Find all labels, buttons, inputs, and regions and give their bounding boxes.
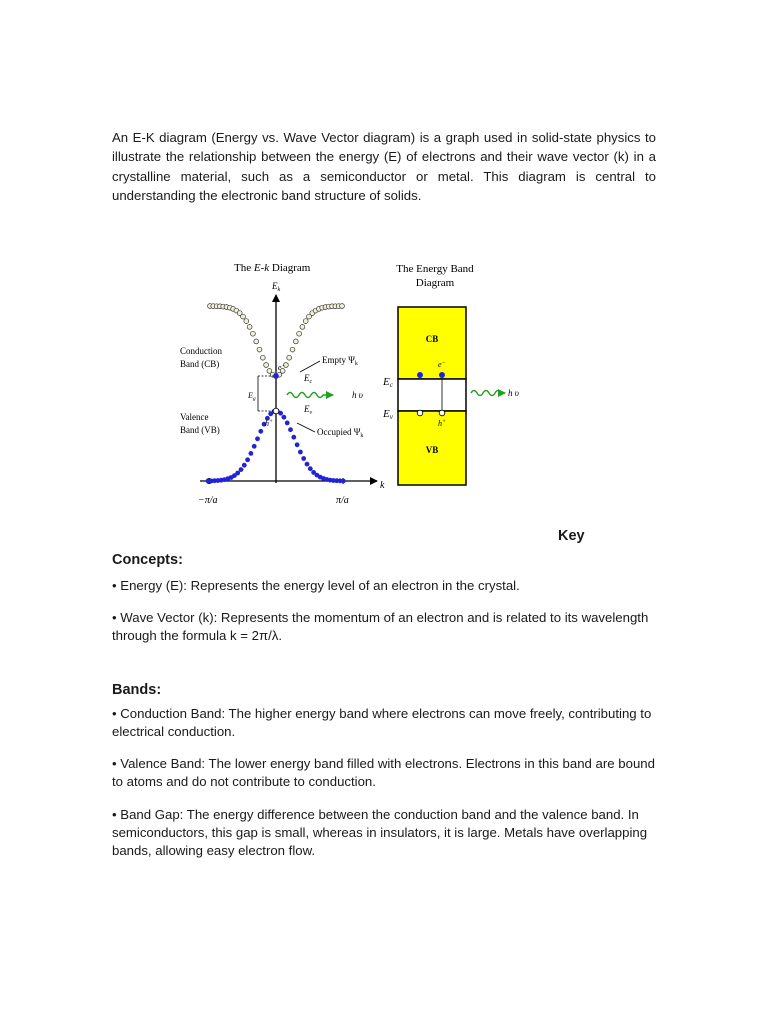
band-electron-1 bbox=[417, 372, 423, 378]
valence-state-dot bbox=[305, 462, 310, 467]
conduction-state-dot bbox=[290, 347, 295, 352]
valence-state-dot bbox=[249, 451, 254, 456]
ek-y-axis-label: $E_k$ bbox=[272, 281, 281, 293]
concept-energy: • Energy (E): Represents the energy level of an electron in the crystal. bbox=[112, 578, 520, 593]
ek-ec-label: $E_c$ bbox=[304, 373, 313, 385]
band-photon-wave bbox=[471, 391, 505, 396]
band-electron-2 bbox=[439, 372, 445, 378]
concept-wave-vector: • Wave Vector (k): Represents the momentum of an electron and is related to its wavelength through the formula k = 2π/λ. bbox=[112, 610, 649, 643]
band-photon-label: h υ bbox=[508, 388, 519, 398]
band-valence: • Valence Band: The lower energy band filled with electrons. Electrons in this band are bound to atoms and do not contribute to conduction. bbox=[112, 756, 655, 789]
valence-state-dot bbox=[239, 467, 244, 472]
band-title-line2: Diagram bbox=[415, 277, 455, 289]
band-hole-2 bbox=[439, 410, 445, 416]
valence-state-dot bbox=[245, 457, 250, 462]
valence-band-label-line2: Band (VB) bbox=[180, 425, 220, 435]
key-heading: Key bbox=[558, 528, 585, 544]
band-electron-label: e− bbox=[438, 360, 446, 369]
valence-state-dot bbox=[341, 479, 346, 484]
concepts-heading: Concepts: bbox=[112, 552, 183, 568]
valence-state-dot bbox=[255, 436, 260, 441]
conduction-state-dot bbox=[287, 355, 292, 360]
conduction-state-dot bbox=[300, 325, 305, 330]
conduction-state-dot bbox=[303, 319, 308, 324]
valence-state-dot bbox=[308, 466, 313, 471]
band-hole-1 bbox=[417, 410, 423, 416]
bands-heading: Bands: bbox=[112, 682, 162, 698]
valence-state-dot bbox=[288, 427, 293, 432]
intro-paragraph: An E-K diagram (Energy vs. Wave Vector diagram) is a graph used in solid-state physics to illustrate the relationship between the energy (E) of electrons and their wave vector (k) in a crystalline material, such as a semiconductor or metal. This diagram is central to understanding the electronic band structure of solids. bbox=[112, 130, 656, 203]
ek-photon-label: h υ bbox=[352, 390, 363, 400]
band-structure-figure bbox=[165, 255, 545, 515]
conduction-state-dot bbox=[254, 339, 259, 344]
band-ev-label: Ev bbox=[383, 408, 393, 421]
conduction-state-dot bbox=[247, 325, 252, 330]
figure-svg bbox=[165, 255, 545, 515]
valence-state-dot bbox=[252, 444, 257, 449]
conduction-state-dot bbox=[297, 331, 302, 336]
ek-k-axis-label: k bbox=[380, 480, 385, 491]
conduction-band-label-line1: Conduction bbox=[180, 346, 222, 356]
band-conduction: • Conduction Band: The higher energy band where electrons can move freely, contributing to electrical conduction. bbox=[112, 706, 652, 739]
conduction-state-dot bbox=[244, 319, 249, 324]
ek-hole-label: h+ bbox=[265, 419, 274, 428]
ek-excited-electron bbox=[273, 373, 279, 379]
valence-state-dot bbox=[301, 456, 306, 461]
ek-ev-label: $E_v$ bbox=[304, 404, 313, 416]
conduction-state-dot bbox=[260, 355, 265, 360]
valence-state-dot bbox=[295, 442, 300, 447]
band-gap: • Band Gap: The energy difference between the conduction band and the valence band. In semiconductors, this gap is small, whereas in insulators, it is large. Metals have overlapping bands, allowing easy electron flow. bbox=[112, 807, 648, 858]
band-title-line1: The Energy Band bbox=[396, 263, 474, 275]
band-cb-label: CB bbox=[425, 334, 439, 344]
ek-photon-wave bbox=[287, 393, 333, 398]
ek-electron-label: e− bbox=[278, 363, 286, 372]
ek-eg-label: $E_g$ bbox=[248, 391, 256, 402]
valence-state-dot bbox=[298, 450, 303, 455]
occupied-states-label: Occupied $\Psi_k$ bbox=[317, 427, 364, 439]
conduction-state-dot bbox=[264, 363, 269, 368]
band-ec-label: Ec bbox=[383, 376, 393, 389]
conduction-state-dot bbox=[340, 304, 345, 309]
conduction-band-label-line2: Band (CB) bbox=[180, 359, 220, 369]
conduction-state-dot bbox=[241, 314, 246, 319]
empty-states-pointer bbox=[300, 361, 320, 372]
occupied-states-pointer bbox=[297, 423, 315, 432]
conduction-state-dot bbox=[257, 347, 262, 352]
band-gap-region bbox=[398, 379, 466, 411]
band-vb-label: VB bbox=[425, 445, 439, 455]
band-hole-label: h+ bbox=[438, 419, 447, 428]
valence-state-dot bbox=[258, 429, 263, 434]
valence-state-dot bbox=[282, 415, 287, 420]
valence-band-label-line1: Valence bbox=[180, 412, 209, 422]
ek-title: The E-k Diagram bbox=[234, 262, 311, 274]
valence-state-dot bbox=[285, 421, 290, 426]
conduction-state-dot bbox=[251, 331, 256, 336]
valence-state-dot bbox=[291, 435, 296, 440]
empty-states-label: Empty $\Psi_k$ bbox=[322, 355, 358, 367]
ek-x-right-label: π/a bbox=[336, 495, 349, 506]
ek-x-left-label: −π/a bbox=[198, 495, 218, 506]
ek-hole bbox=[273, 408, 279, 414]
conduction-state-dot bbox=[293, 339, 298, 344]
valence-state-dot bbox=[242, 463, 247, 468]
